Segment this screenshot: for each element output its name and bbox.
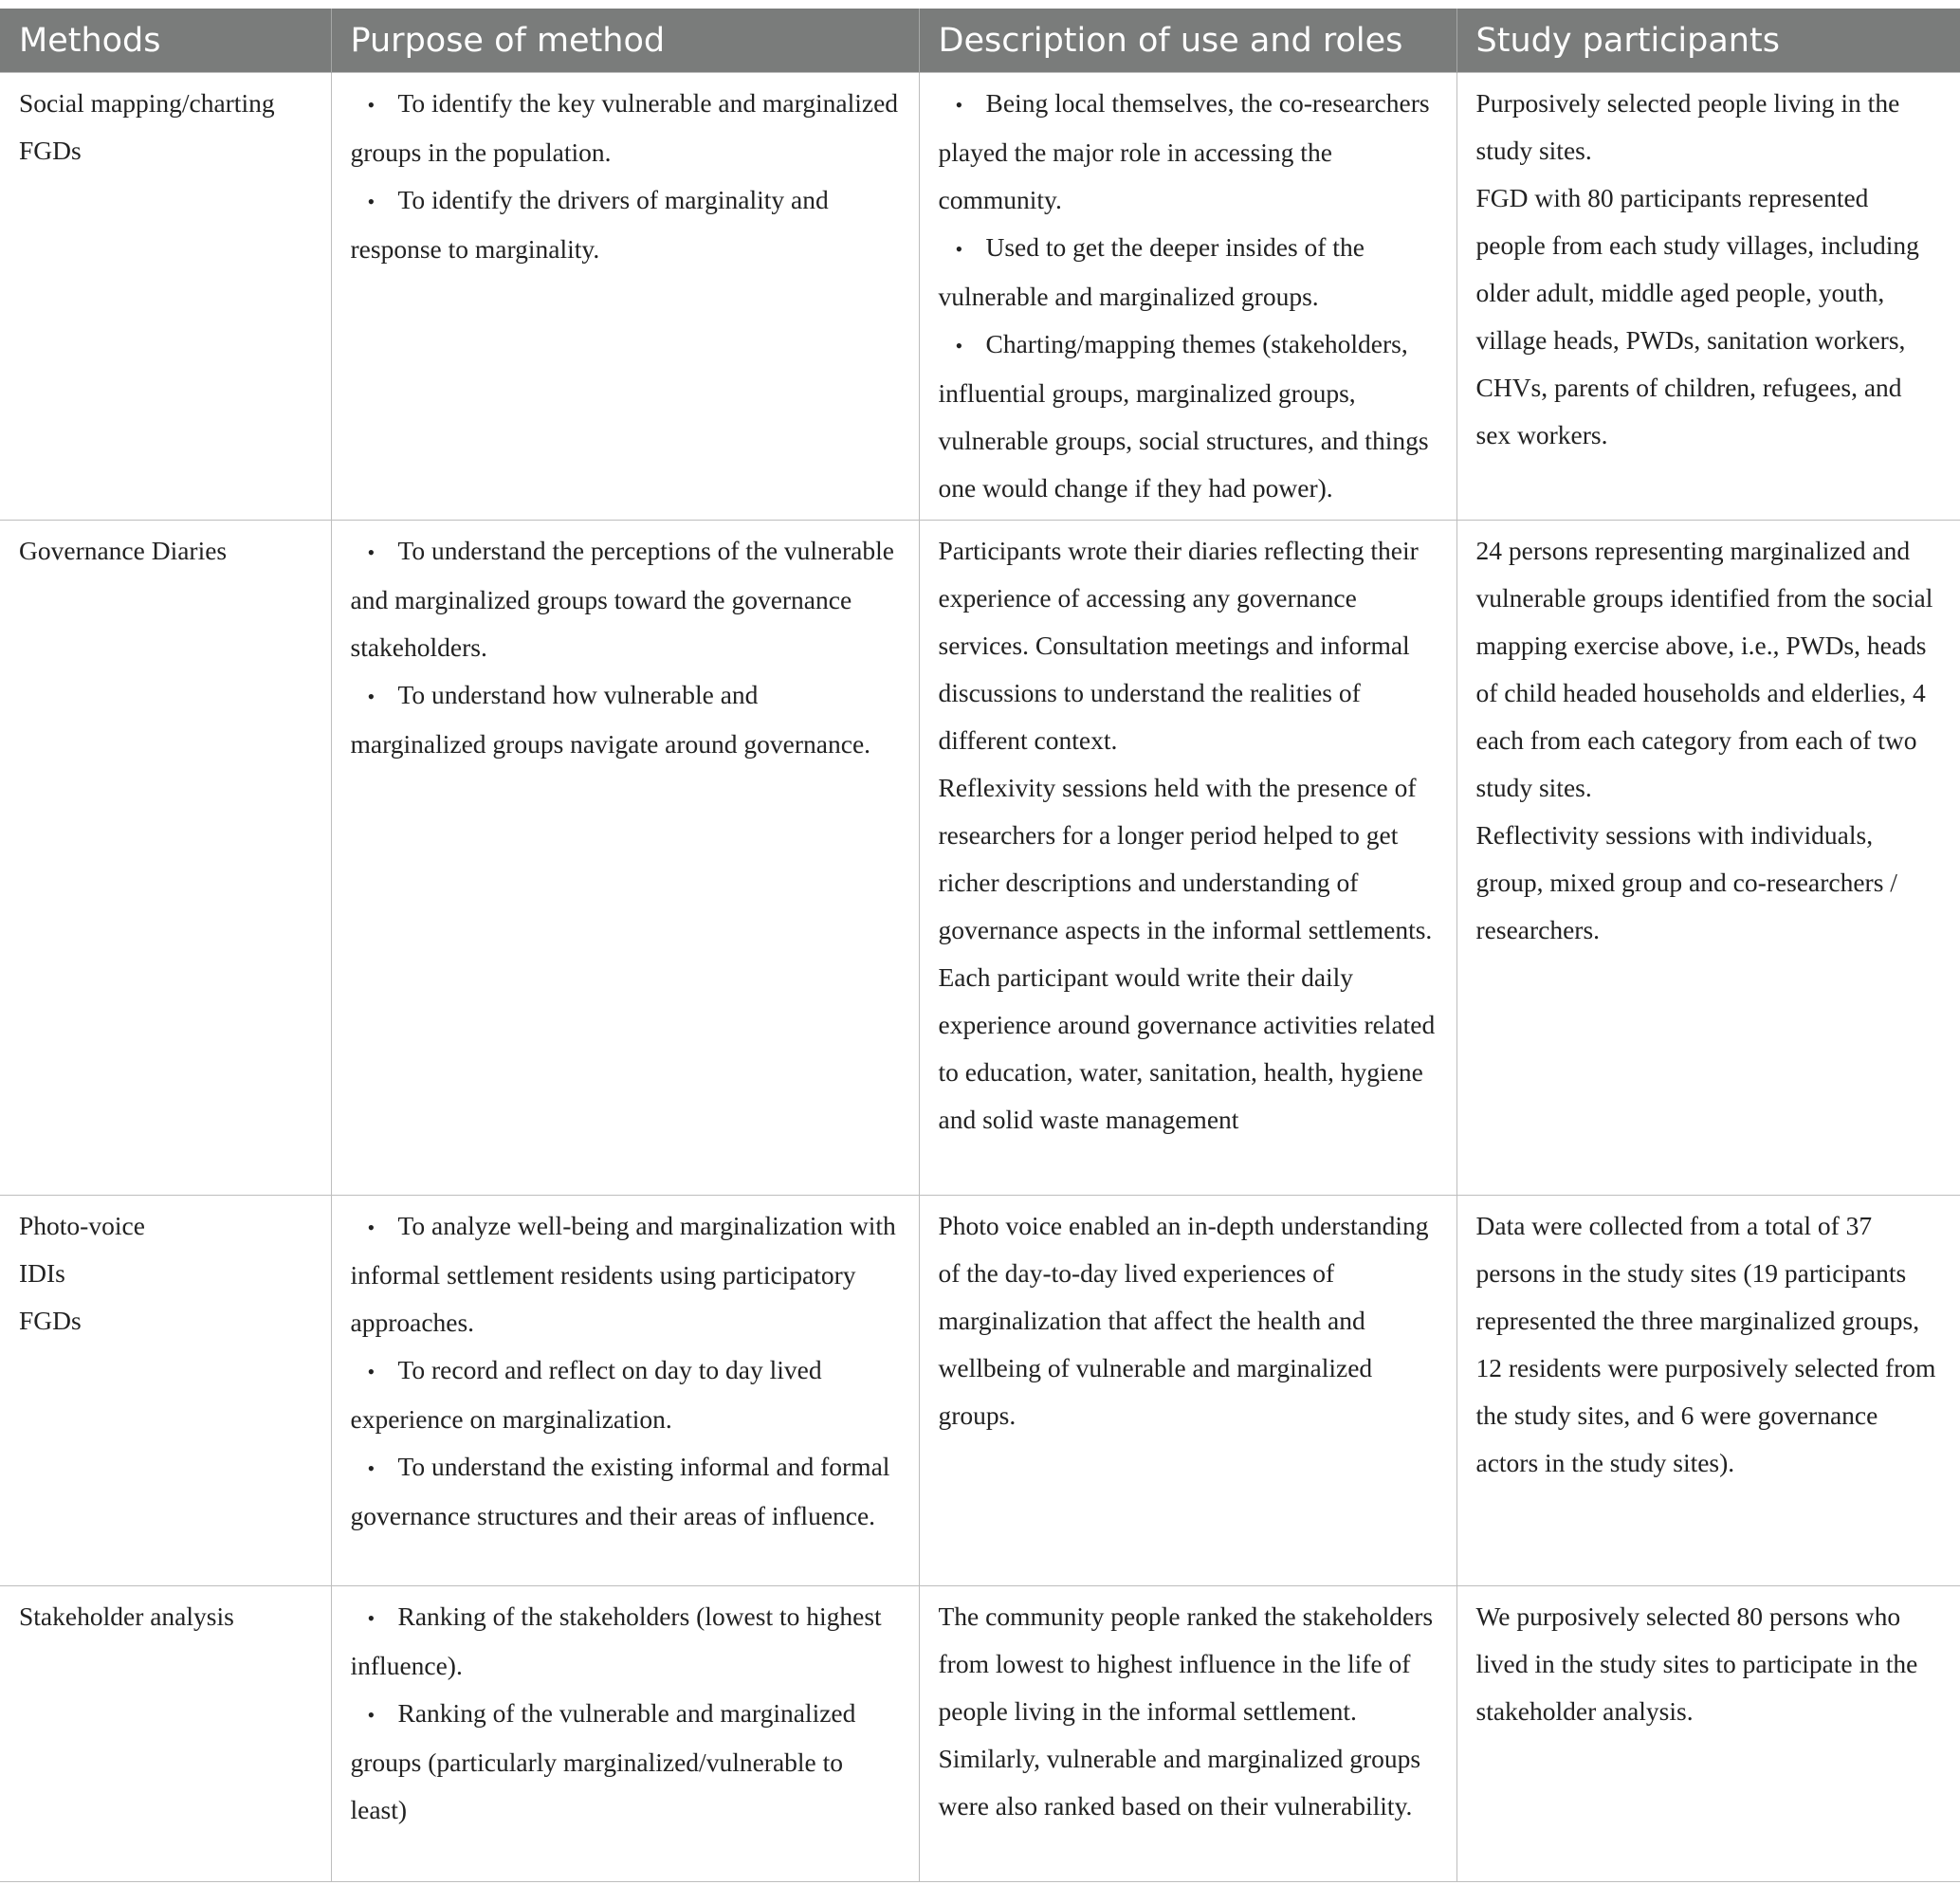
- bullet-item: [351, 671, 900, 768]
- bullet-icon: [939, 224, 986, 273]
- bullet-text: To analyze well-being and marginalization with informal settlement residents using participatory approaches.: [350, 1211, 896, 1337]
- bullet-icon: [351, 176, 398, 226]
- table-row: [0, 1586, 1960, 1882]
- description-cell: [919, 73, 1456, 521]
- participants-cell: [1456, 521, 1960, 1196]
- cell-paragraph: FGD with 80 participants represented people from each study villages, including older adult, middle aged people, youth, village heads, PWDs, sanitation workers, CHVs, parents of children, refugees, and sex workers.: [1475, 183, 1919, 449]
- bullet-item: [939, 320, 1438, 512]
- bullet-item: [939, 80, 1438, 224]
- description-cell: [919, 521, 1456, 1196]
- bullet-item: [351, 1593, 900, 1690]
- purpose-cell: [331, 1196, 919, 1586]
- bullet-text: Used to get the deeper insides of the vulnerable and marginalized groups.: [938, 232, 1365, 311]
- methods-table: [0, 9, 1960, 1882]
- bullet-icon: [351, 527, 398, 576]
- bullet-icon: [351, 80, 398, 129]
- bullet-icon: [351, 1690, 398, 1739]
- bullet-item: [351, 1346, 900, 1443]
- participants-cell: [1456, 1586, 1960, 1882]
- cell-paragraph: Reflexivity sessions held with the presence of researchers for a longer period helped to get richer descriptions and understanding of governance aspects in the informal settlements.: [938, 773, 1433, 944]
- bullet-item: [351, 1202, 900, 1346]
- bullet-text: To understand the existing informal and formal governance structures and their areas of influence.: [350, 1452, 890, 1530]
- methods-cell: [0, 521, 331, 1196]
- bullet-item: [351, 80, 900, 176]
- bullet-text: Ranking of the stakeholders (lowest to highest influence).: [350, 1601, 882, 1680]
- bullet-icon: [939, 320, 986, 370]
- methods-cell: [0, 1196, 331, 1586]
- table-row: [0, 521, 1960, 1196]
- bullet-text: Charting/mapping themes (stakeholders, influential groups, marginalized groups, vulnerable groups, social structures, and things one would change if they had power).: [938, 329, 1429, 503]
- table-row: [0, 73, 1960, 521]
- bullet-icon: [351, 671, 398, 721]
- participants-cell: [1456, 73, 1960, 521]
- bullet-item: [351, 527, 900, 671]
- bullet-icon: [351, 1443, 398, 1492]
- description-cell: [919, 1196, 1456, 1586]
- header-row: [0, 9, 1960, 73]
- methods-cell: [0, 73, 331, 521]
- bullet-item: [939, 224, 1438, 320]
- cell-paragraph: We purposively selected 80 persons who lived in the study sites to participate in the stakeholder analysis.: [1475, 1601, 1918, 1726]
- bullet-icon: [351, 1346, 398, 1396]
- bullet-icon: [939, 80, 986, 129]
- bullet-text: To identify the key vulnerable and marginalized groups in the population.: [350, 88, 899, 167]
- purpose-cell: [331, 73, 919, 521]
- cell-paragraph: Photo voice enabled an in-depth understanding of the day-to-day lived experiences of marginalization that affect the health and wellbeing of vulnerable and marginalized groups.: [938, 1211, 1429, 1430]
- purpose-cell: [331, 521, 919, 1196]
- cell-paragraph: Reflectivity sessions with individuals, group, mixed group and co-researchers / researchers.: [1475, 820, 1897, 944]
- cell-paragraph: Data were collected from a total of 37 persons in the study sites (19 participants represented the three marginalized groups, 12 residents were purposively selected from the study sites, and 6 were governance actors in the study sites).: [1475, 1211, 1936, 1477]
- method-name: FGDs: [19, 136, 82, 165]
- cell-paragraph: Purposively selected people living in the study sites.: [1475, 88, 1900, 165]
- bullet-text: To understand how vulnerable and marginalized groups navigate around governance.: [350, 680, 871, 759]
- purpose-cell: [331, 1586, 919, 1882]
- method-name: FGDs: [19, 1306, 82, 1335]
- bullet-item: [351, 176, 900, 273]
- cell-paragraph: The community people ranked the stakeholders from lowest to highest influence in the life of people living in the informal settlement. Similarly, vulnerable and marginalized groups were also ranked based on their vulnerability.: [938, 1601, 1434, 1821]
- bullet-item: [351, 1690, 900, 1834]
- cell-paragraph: Participants wrote their diaries reflecting their experience of accessing any governance services. Consultation meetings and informal discussions to understand the realities of different context.: [938, 536, 1419, 755]
- method-name: Stakeholder analysis: [19, 1601, 234, 1631]
- bullet-icon: [351, 1202, 398, 1252]
- table-row: [0, 1196, 1960, 1586]
- cell-paragraph: Each participant would write their daily experience around governance activities related to education, water, sanitation, health, hygiene and solid waste management: [938, 962, 1436, 1134]
- method-name: Photo-voice: [19, 1211, 145, 1240]
- bullet-text: To understand the perceptions of the vulnerable and marginalized groups toward the governance stakeholders.: [350, 536, 894, 662]
- table-body: [0, 73, 1960, 1882]
- description-cell: [919, 1586, 1456, 1882]
- header-participants: Study participants: [1456, 9, 1960, 73]
- bullet-text: Ranking of the vulnerable and marginalized groups (particularly marginalized/vulnerable to least): [350, 1698, 856, 1824]
- header-description: Description of use and roles: [919, 9, 1456, 73]
- method-name: IDIs: [19, 1258, 65, 1288]
- header-purpose: Purpose of method: [331, 9, 919, 73]
- bullet-text: To identify the drivers of marginality and response to marginality.: [350, 185, 829, 264]
- bullet-text: To record and reflect on day to day lived experience on marginalization.: [350, 1355, 822, 1434]
- method-name: Governance Diaries: [19, 536, 228, 565]
- cell-paragraph: 24 persons representing marginalized and vulnerable groups identified from the social mapping exercise above, i.e., PWDs, heads of child headed households and elderlies, 4 each from each category from each of two study sites.: [1475, 536, 1933, 802]
- bullet-icon: [351, 1593, 398, 1642]
- participants-cell: [1456, 1196, 1960, 1586]
- methods-cell: [0, 1586, 331, 1882]
- bullet-text: Being local themselves, the co-researchers played the major role in accessing the community.: [938, 88, 1430, 214]
- header-methods: Methods: [0, 9, 331, 73]
- method-name: Social mapping/charting: [19, 88, 275, 118]
- bullet-item: [351, 1443, 900, 1540]
